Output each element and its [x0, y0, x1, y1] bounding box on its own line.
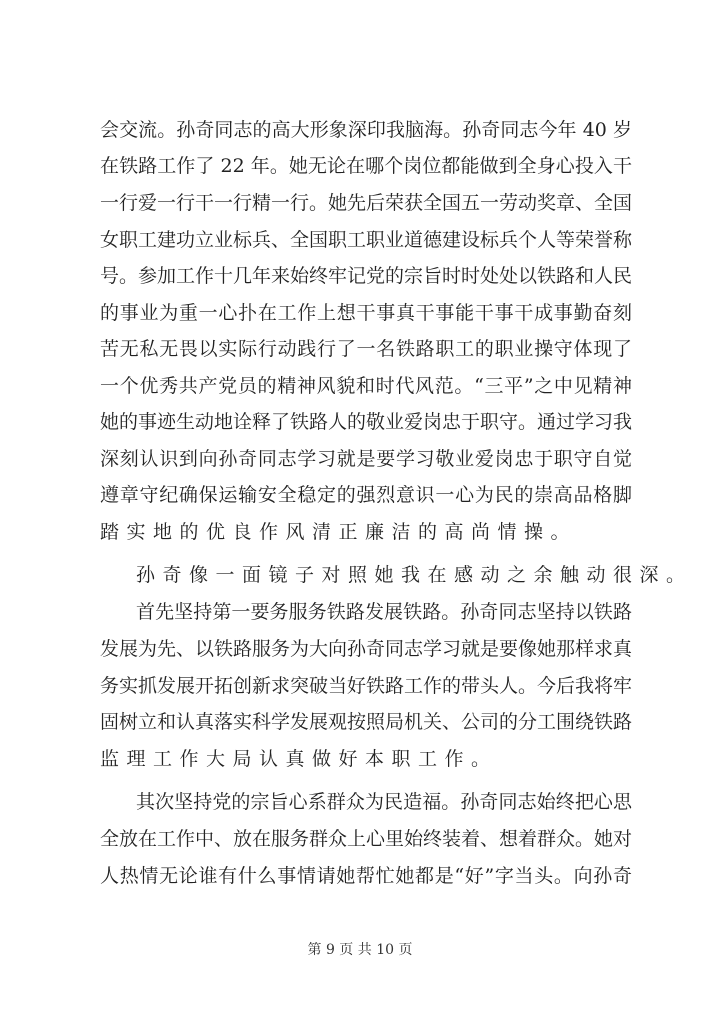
text-line: 发展为先、以铁路服务为大向孙奇同志学习就是要像她那样求真: [100, 638, 633, 660]
page-number: 第 9 页 共 10 页: [307, 942, 413, 958]
text-line: 务实抓发展开拓创新求突破当好铁路工作的带头人。今后我将牢: [100, 675, 633, 697]
text-line: 首先坚持第一要务服务铁路发展铁路。孙奇同志坚持以铁路: [136, 601, 632, 623]
text-line: 她的事迹生动地诠释了铁路人的敬业爱岗忠于职守。通过学习我: [100, 411, 633, 433]
text-line: 一行爱一行干一行精一行。她先后荣获全国五一劳动奖章、全国: [100, 192, 633, 214]
text-line: 女职工建功立业标兵、全国职工职业道德建设标兵个人等荣誉称: [100, 229, 633, 251]
text-line: 踏实地的优良作风清正廉洁的高尚情操。: [100, 521, 578, 543]
text-line: 苦无私无畏以实际行动践行了一名铁路职工的职业操守体现了: [100, 338, 632, 360]
text-line: 孙奇像一面镜子对照她我在感动之余触动很深。: [136, 564, 693, 586]
text-line: 一个优秀共产党员的精神风貌和时代风范。“三平”之中见精神: [100, 375, 632, 397]
text-line: 其次坚持党的宗旨心系群众为民造福。孙奇同志始终把心思: [136, 791, 632, 813]
text-line: 的事业为重一心扑在工作上想干事真干事能干事干成事勤奋刻: [100, 302, 632, 324]
text-line: 全放在工作中、放在服务群众上心里始终装着、想着群众。她对: [100, 828, 633, 850]
text-line: 号。参加工作十几年来始终牢记党的宗旨时时处处以铁路和人民: [100, 265, 633, 287]
text-line: 固树立和认真落实科学发展观按照局机关、公司的分工围绕铁路: [100, 711, 633, 733]
text-line: 人热情无论谁有什么事情请她帮忙她都是“好”字当头。向孙奇: [100, 865, 632, 887]
text-line: 遵章守纪确保运输安全稳定的强烈意识一心为民的崇高品格脚: [100, 484, 632, 506]
text-line: 监理工作大局认真做好本职工作。: [100, 748, 498, 770]
text-line: 深刻认识到向孙奇同志学习就是要学习敬业爱岗忠于职守自觉: [100, 448, 632, 470]
text-line: 在铁路工作了 22 年。她无论在哪个岗位都能做到全身心投入干: [100, 155, 632, 177]
text-line: 会交流。孙奇同志的高大形象深印我脑海。孙奇同志今年 40 岁: [100, 119, 632, 141]
